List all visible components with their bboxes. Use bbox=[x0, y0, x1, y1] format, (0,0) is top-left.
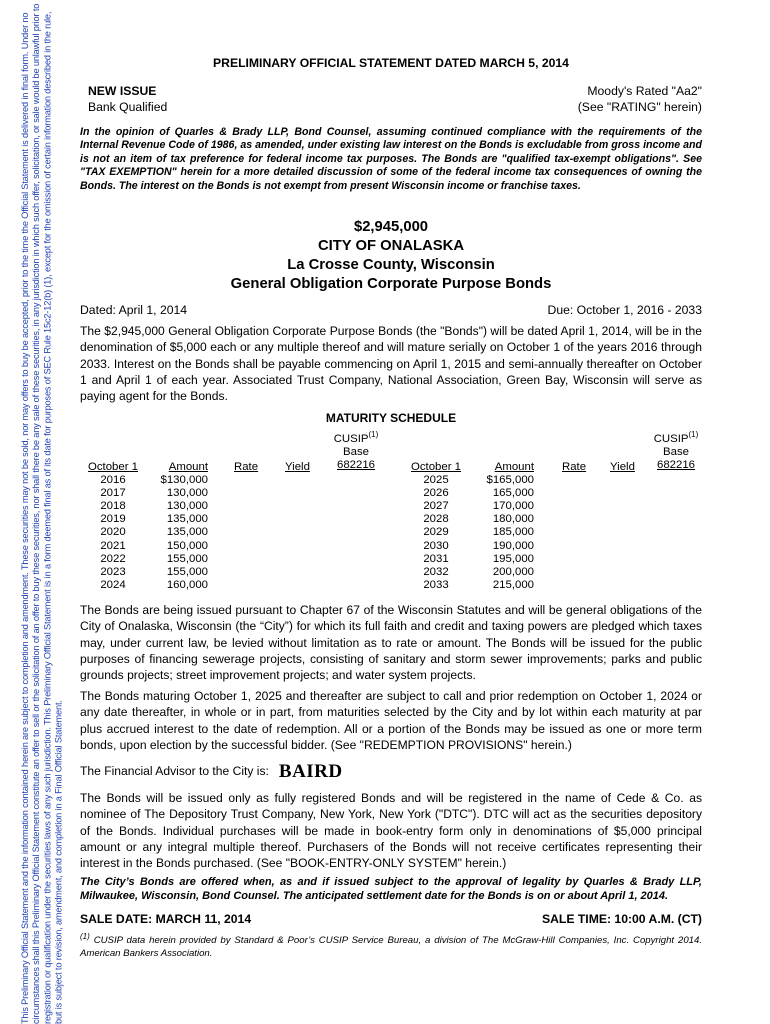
header-amount: Amount bbox=[168, 461, 208, 473]
table-cell: 130,000 bbox=[166, 500, 208, 513]
table-row: 2028 bbox=[423, 513, 449, 526]
table-row: 2032 bbox=[423, 565, 449, 578]
table-cell: 160,000 bbox=[166, 578, 208, 591]
table-row: 2027 bbox=[423, 500, 449, 513]
table-cell: 155,000 bbox=[166, 565, 208, 578]
table-row: 2018 bbox=[100, 500, 126, 513]
table-cell: 155,000 bbox=[166, 552, 208, 565]
table-cell: 190,000 bbox=[492, 539, 534, 552]
cusip-footnote bbox=[80, 931, 702, 960]
table-cell: 200,000 bbox=[492, 565, 534, 578]
table-cell: $130,000 bbox=[160, 474, 208, 487]
issuer-county: La Crosse County, Wisconsin bbox=[287, 257, 495, 273]
intro-paragraph: The $2,945,000 General Obligation Corporate Purpose Bonds (the "Bonds") will be dated April 1, 2014, will be in the denomination of $5,000 each or any multiple thereof and will mature serially on October 1 of the years 2016 through 2033. Interest on the Bonds shall be payable commencing on April 1, 2015 and semi-annually thereafter on October 1 and April 1 of each year. Associated Trust Company, National Association, Green Bay, Wisconsin will serve as paying agent for the Bonds. bbox=[80, 324, 702, 404]
header-cusip-right: CUSIP$^{(1)}$ Base 682216 bbox=[653, 430, 699, 472]
table-cell: 150,000 bbox=[166, 539, 208, 552]
header-rate-right: Rate bbox=[562, 461, 587, 473]
table-row: 2020 bbox=[100, 526, 126, 539]
table-row: 2029 bbox=[423, 526, 449, 539]
bond-name: General Obligation Corporate Purpose Bonds bbox=[230, 276, 552, 292]
schedule-left-amounts bbox=[148, 461, 208, 592]
sale-date: SALE DATE: MARCH 11, 2014 bbox=[80, 912, 252, 926]
header-yield-right: Yield bbox=[610, 461, 635, 473]
table-row: 2021 bbox=[100, 539, 126, 552]
new-issue-label: NEW ISSUE bbox=[88, 84, 157, 98]
header-october: October 1 bbox=[88, 461, 139, 473]
header-amount: Amount bbox=[494, 461, 534, 473]
table-cell: 195,000 bbox=[492, 552, 534, 565]
footnote-text: CUSIP data herein provided by Standard & Poor’s CUSIP Service Bureau, a division of The McGraw-Hill Companies, Inc. Copyright 2014. American Bankers Association. bbox=[80, 935, 702, 959]
table-row: 2031 bbox=[423, 552, 449, 565]
bond-counsel-opinion: In the opinion of Quarles & Brady LLP, Bond Counsel, assuming continued compliance with the requirements of the Internal Revenue Code of 1986, as amended, under existing law interest on the Bonds is excludable from gross income and is not an item of tax preference for federal income tax purposes. The Bonds are "qualified tax-exempt obligations". See "TAX EXEMPTION" herein for a more detailed discussion of some of the federal income tax consequences of owning the Bonds. The interest on the Bonds is not exempt from present Wisconsin income or franchise taxes. bbox=[80, 126, 702, 192]
financial-advisor-line bbox=[80, 761, 702, 782]
purpose-paragraph: The Bonds are being issued pursuant to Chapter 67 of the Wisconsin Statutes and will be general obligations of the City of Onalaska, Wisconsin (the “City”) for which its full faith and credit and taxing powers are pledged which taxes may, under current law, be levied without limitation as to rate or amount. The Bonds will be issued for the public purposes of financing sewerage projects, consisting of sanitary and storm sewer improvements; parks and public grounds projects; street improvement projects; and water system projects. bbox=[80, 603, 702, 683]
table-cell: 135,000 bbox=[166, 526, 208, 539]
registration-paragraph: The Bonds will be issued only as fully registered Bonds and will be registered in the name of Cede & Co. as nominee of The Depository Trust Company, New York, New York ("DTC"). DTC will act as the securities depository of the Bonds. Individual purchases will be made in book-entry form only in denominations of $5,000 principal amount or any integral multiple thereof. Purchasers of the Bonds will not receive certificates representing their interest in the Bonds purchased. (See "BOOK-ENTRY-ONLY SYSTEM" herein.) bbox=[80, 791, 702, 871]
table-row: 2030 bbox=[423, 539, 449, 552]
footnote-mark: (1) bbox=[80, 931, 90, 941]
table-row: 2016 bbox=[100, 474, 126, 487]
table-row: 2024 bbox=[100, 578, 126, 591]
header-october: October 1 bbox=[410, 461, 462, 473]
header-yield-left: Yield bbox=[285, 461, 310, 473]
issue-title-block bbox=[80, 218, 702, 294]
document-title: PRELIMINARY OFFICIAL STATEMENT DATED MARCH 5, 2014 bbox=[213, 56, 569, 70]
maturity-schedule-title: MATURITY SCHEDULE bbox=[325, 411, 457, 425]
table-row: 2023 bbox=[100, 565, 126, 578]
table-cell: 170,000 bbox=[492, 500, 534, 513]
table-row: 2026 bbox=[423, 487, 449, 500]
header-cusip-left: CUSIP$^{(1)}$ Base 682216 bbox=[333, 430, 379, 472]
table-row: 2033 bbox=[423, 578, 449, 591]
table-cell: $165,000 bbox=[486, 474, 534, 487]
table-cell: 130,000 bbox=[166, 487, 208, 500]
redemption-paragraph: The Bonds maturing October 1, 2025 and thereafter are subject to call and prior redemption on October 1, 2024 or any date thereafter, in whole or in part, from maturities selected by the City and by lot within each maturity at par plus accrued interest to the date of redemption. All or a portion of the Bonds may be issued as one or more term bonds, upon election by the successful bidder. (See "REDEMPTION PROVISIONS" herein.) bbox=[80, 689, 702, 752]
bank-qualified-label: Bank Qualified bbox=[88, 100, 168, 114]
sale-time: SALE TIME: 10:00 A.M. (CT) bbox=[541, 912, 702, 926]
table-row: 2019 bbox=[100, 513, 126, 526]
table-cell: 135,000 bbox=[166, 513, 208, 526]
issue-amount: $2,945,000 bbox=[353, 219, 429, 235]
issuer-name: CITY OF ONALASKA bbox=[317, 238, 465, 254]
sidebar-disclaimer: This Preliminary Official Statement and the information contained herein are subject to completion and amendment. These securities may not be sold, nor may offers to buy be accepted, prior to the time the Official Statement is delivered in final form. Under no circumstances shall this Preliminary Official Statement constitute an offer to sell or the solicitation of an offer to buy these securities, nor shall there be any sale of these securities, in any jurisdiction in which such offer, solicitation, or sale would be unlawful prior to registration or qualification under the securities laws of any such jurisdiction. This Preliminary Official Statement is in a form deemed final as of its date for purposes of SEC Rule 15c2-12(b) (1), except for the omission of certain information described in the rule, but is subject to revision, amendment, and completion in a Final Official Statement. bbox=[20, 3, 64, 1024]
header-rate-left: Rate bbox=[234, 461, 259, 473]
advisor-label: The Financial Advisor to the City is: bbox=[80, 764, 269, 778]
table-row: 2017 bbox=[100, 487, 126, 500]
table-row: 2025 bbox=[423, 474, 449, 487]
schedule-right-amounts bbox=[474, 461, 534, 592]
baird-logo: BAIRD bbox=[278, 761, 343, 782]
table-cell: 215,000 bbox=[492, 578, 534, 591]
table-cell: 165,000 bbox=[492, 487, 534, 500]
schedule-right-years bbox=[410, 461, 462, 592]
closing-statement: The City’s Bonds are offered when, as and if issued subject to the approval of legality by Quarles & Brady LLP, Milwaukee, Wisconsin, Bond Counsel. The anticipated settlement date for the Bonds is on or about April 1, 2014. bbox=[80, 876, 702, 902]
schedule-left-years bbox=[88, 461, 138, 592]
rating-reference: (See "RATING" herein) bbox=[577, 100, 702, 114]
table-cell: 180,000 bbox=[492, 513, 534, 526]
table-cell: 185,000 bbox=[492, 526, 534, 539]
due-dates: Due: October 1, 2016 - 2033 bbox=[547, 303, 702, 317]
table-row: 2022 bbox=[100, 552, 126, 565]
dated-date: Dated: April 1, 2014 bbox=[80, 303, 188, 317]
rating-label: Moody's Rated "Aa2" bbox=[587, 84, 702, 98]
